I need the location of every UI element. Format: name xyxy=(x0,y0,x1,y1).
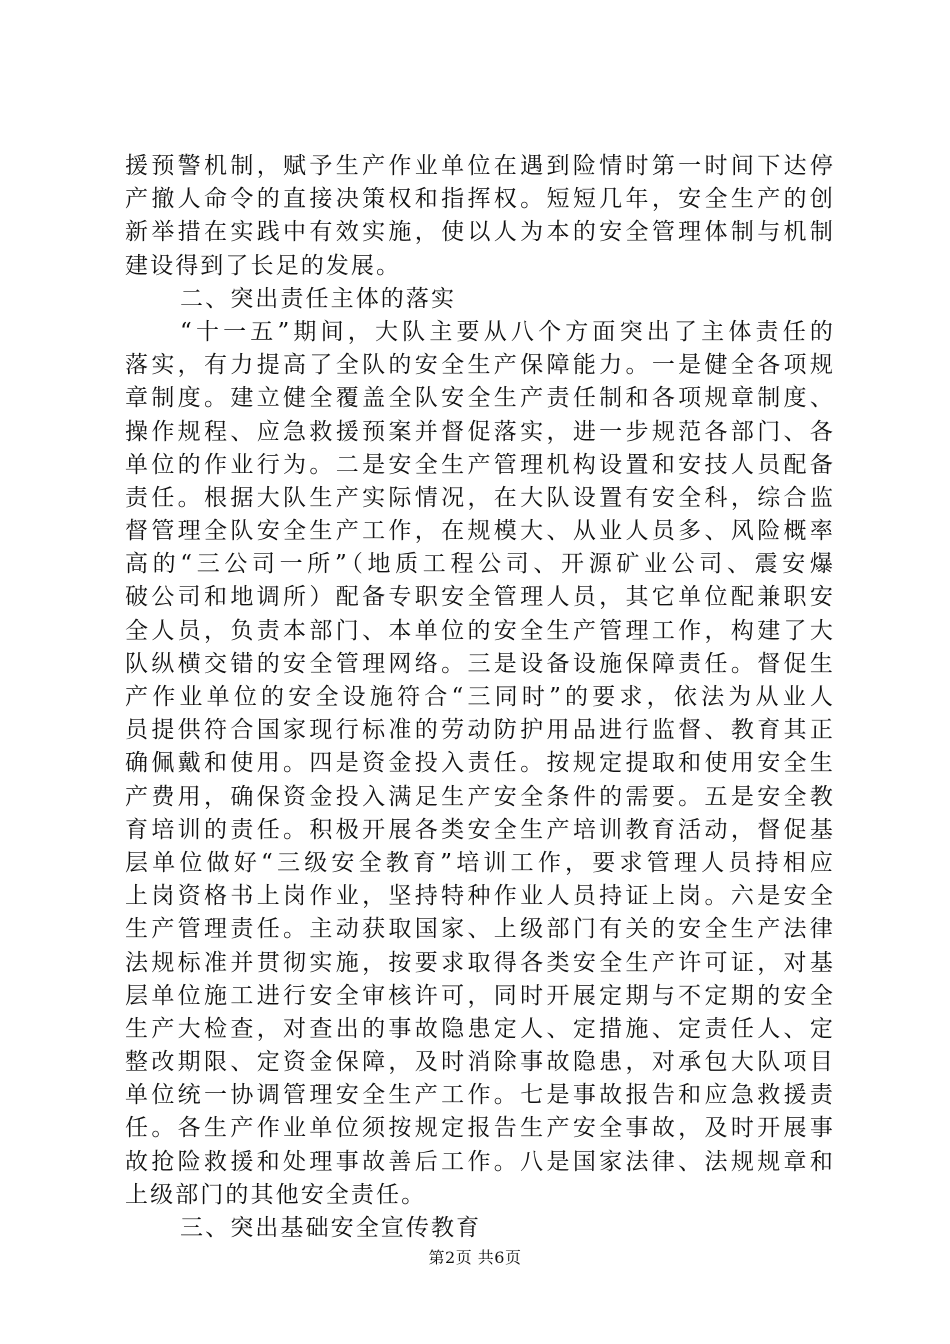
paragraph-line: 责任。根据大队生产实际情况，在大队设置有安全科，综合监 xyxy=(125,484,835,511)
paragraph-line: 故抢险救援和处理事故善后工作。八是国家法律、法规规章和 xyxy=(125,1148,835,1175)
paragraph-line: 督管理全队安全生产工作，在规模大、从业人员多、风险概率 xyxy=(125,518,835,545)
paragraph-line: 层单位施工进行安全审核许可，同时开展定期与不定期的安全 xyxy=(125,982,835,1009)
paragraph-line: 落实，有力提高了全队的安全生产保障能力。一是健全各项规 xyxy=(125,352,835,379)
paragraph-line: “十一五”期间，大队主要从八个方面突出了主体责任的 xyxy=(180,318,835,345)
paragraph-line: 单位统一协调管理安全生产工作。七是事故报告和应急救援责 xyxy=(125,1082,835,1109)
paragraph-line: 单位的作业行为。二是安全生产管理机构设置和安技人员配备 xyxy=(125,451,835,478)
paragraph-line: 援预警机制，赋予生产作业单位在遇到险情时第一时间下达停 xyxy=(125,153,835,179)
paragraph-line: 上岗资格书上岗作业，坚持特种作业人员持证上岗。六是安全 xyxy=(125,883,835,910)
section-heading-2: 二、突出责任主体的落实 xyxy=(180,285,457,312)
paragraph-line: 操作规程、应急救援预案并督促落实，进一步规范各部门、各 xyxy=(125,418,835,445)
paragraph-line: 上级部门的其他安全责任。 xyxy=(125,1181,427,1208)
paragraph-line: 产作业单位的安全设施符合“三同时”的要求，依法为从业人 xyxy=(125,684,835,710)
paragraph-line: 层单位做好“三级安全教育”培训工作，要求管理人员持相应 xyxy=(125,849,835,876)
paragraph-line: 队纵横交错的安全管理网络。三是设备设施保障责任。督促生 xyxy=(125,650,835,677)
paragraph-line: 法规标准并贯彻实施，按要求取得各类安全生产许可证，对基 xyxy=(125,949,835,976)
paragraph-line: 产撤人命令的直接决策权和指挥权。短短几年，安全生产的创 xyxy=(125,186,835,213)
paragraph-line: 全人员，负责本部门、本单位的安全生产管理工作，构建了大 xyxy=(125,617,835,644)
paragraph-line: 育培训的责任。积极开展各类安全生产培训教育活动，督促基 xyxy=(125,816,835,843)
paragraph-line: 生产管理责任。主动获取国家、上级部门有关的安全生产法律 xyxy=(125,916,835,943)
paragraph-line: 建设得到了长足的发展。 xyxy=(125,252,402,279)
paragraph-line: 产费用，确保资金投入满足生产安全条件的需要。五是安全教 xyxy=(125,783,835,810)
paragraph-line: 章制度。建立健全覆盖全队安全生产责任制和各项规章制度、 xyxy=(125,385,835,412)
paragraph-line: 任。各生产作业单位须按规定报告生产安全事故，及时开展事 xyxy=(125,1115,835,1142)
paragraph-line: 生产大检查，对查出的事故隐患定人、定措施、定责任人、定 xyxy=(125,1015,835,1042)
page-number-footer: 第2页 共6页 xyxy=(428,1248,522,1267)
section-heading-3: 三、突出基础安全宣传教育 xyxy=(180,1215,482,1241)
paragraph-line: 整改期限、定资金保障，及时消除事故隐患，对承包大队项目 xyxy=(125,1049,835,1076)
paragraph-line: 新举措在实践中有效实施，使以人为本的安全管理体制与机制 xyxy=(125,219,835,246)
paragraph-line: 确佩戴和使用。四是资金投入责任。按规定提取和使用安全生 xyxy=(125,750,835,777)
document-body xyxy=(125,150,835,1245)
paragraph-line: 员提供符合国家现行标准的劳动防护用品进行监督、教育其正 xyxy=(125,717,835,744)
paragraph-line: 破公司和地调所）配备专职安全管理人员，其它单位配兼职安 xyxy=(125,584,835,611)
paragraph-line: 高的“三公司一所”（地质工程公司、开源矿业公司、震安爆 xyxy=(125,551,835,578)
